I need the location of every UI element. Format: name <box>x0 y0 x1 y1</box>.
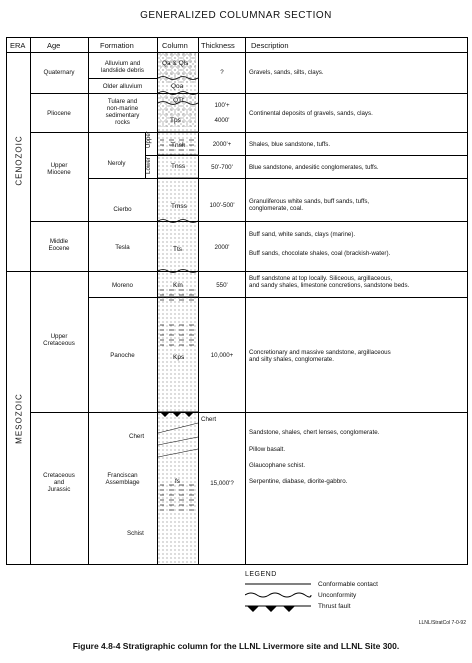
formation-neroly-lower: Lower <box>145 157 152 174</box>
symbol-km: Km <box>173 282 183 289</box>
reference-code: LLNL/StratCol 7-0-92 <box>418 620 466 626</box>
header-age: Age <box>47 41 61 50</box>
formation-neroly: Neroly <box>107 160 126 167</box>
thickness-franciscan: 15,000'? <box>210 480 234 487</box>
thickness-cierbo: 100'-500' <box>209 202 235 209</box>
legend-title: LEGEND <box>245 571 277 578</box>
section-title: GENERALIZED COLUMNAR SECTION <box>140 10 332 21</box>
age-upper-miocene: Upper Miocene <box>47 162 71 176</box>
symbol-tts: Tts <box>173 246 183 253</box>
thickness-neroly-lower: 50'-700' <box>211 164 233 171</box>
stratigraphic-column-graphic <box>158 53 198 564</box>
thickness-pliocene-1: 100'+ <box>214 102 230 109</box>
desc-franciscan-2: Pillow basalt. <box>249 446 286 453</box>
thickness-moreno: 550' <box>216 282 228 289</box>
thickness-pliocene-2: 4000' <box>214 117 230 124</box>
figure-caption: Figure 4.8-4 Stratigraphic column for the LLNL Livermore site and LLNL Site 300. <box>72 641 400 651</box>
era-cenozoic: CENOZOIC <box>14 135 24 186</box>
desc-neroly-upper: Shales, blue sandstone, tuffs. <box>249 141 331 148</box>
formation-cierbo: Cierbo <box>113 206 132 213</box>
symbol-tps: Tps <box>170 117 181 124</box>
symbol-qa: Qa & Qls <box>162 60 189 67</box>
desc-franciscan-3: Glaucophane schist. <box>249 462 306 469</box>
header-column: Column <box>162 41 188 50</box>
header-era: ERA <box>10 41 26 50</box>
legend-conformable: Conformable contact <box>318 581 378 588</box>
header-formation: Formation <box>100 41 134 50</box>
desc-franciscan-4: Serpentine, diabase, diorite-gabbro. <box>249 478 348 485</box>
thickness-panoche: 10,000+ <box>210 352 234 359</box>
desc-franciscan-1: Sandstone, shales, chert lenses, conglomerate. <box>249 429 380 436</box>
desc-neroly-lower: Blue sandstone, andesitic conglomerates, tuffs. <box>249 164 379 171</box>
header-description: Description <box>251 41 289 50</box>
thickness-tesla: 2000' <box>214 244 230 251</box>
desc-moreno: Buff sandstone at top locally. Siliceous, argillaceous, and sandy shales, limestone concretions, sandstone beds. <box>249 275 410 289</box>
formation-chert: Chert <box>129 433 145 440</box>
symbol-kps: Kps <box>173 354 185 361</box>
age-pliocene: Pliocene <box>47 110 71 117</box>
symbol-fs: fs <box>175 478 181 485</box>
thickness-chert: Chert <box>201 416 217 423</box>
desc-pliocene: Continental deposits of gravels, sands, clays. <box>249 110 373 117</box>
symbol-tnss: Tnss <box>171 163 186 170</box>
symbol-qtl: QTt <box>173 97 184 104</box>
columnar-section-table <box>6 37 468 565</box>
formation-franciscan: Franciscan Assemblage <box>105 472 140 486</box>
era-mesozoic: MESOZOIC <box>14 393 24 444</box>
symbol-tmss: Tmss <box>171 203 187 210</box>
thickness-quaternary: ? <box>220 69 224 76</box>
desc-tesla-1: Buff sand, white sands, clays (marine). <box>249 231 356 238</box>
desc-quaternary: Gravels, sands, silts, clays. <box>249 69 324 76</box>
symbol-tnsh: Tnsh <box>171 142 186 149</box>
formation-schist: Schist <box>127 530 144 537</box>
formation-older-alluvium: Older alluvium <box>102 83 143 90</box>
legend-thrust-fault: Thrust fault <box>318 603 351 610</box>
formation-panoche: Panoche <box>110 352 135 359</box>
desc-panoche: Concretionary and massive sandstone, argillaceous and silty shales, conglomerate. <box>249 349 391 363</box>
formation-tulare: Tulare and non-marine sedimentary rocks <box>105 98 140 126</box>
legend-symbols <box>245 580 315 616</box>
formation-neroly-upper: Upper <box>145 131 152 148</box>
header-thickness: Thickness <box>201 41 235 50</box>
formation-alluvium: Alluvium and landslide debris <box>101 60 144 74</box>
legend-unconformity: Unconformity <box>318 592 357 599</box>
thickness-neroly-upper: 2000'+ <box>212 141 232 148</box>
age-quaternary: Quaternary <box>43 69 75 76</box>
formation-tesla: Tesla <box>115 244 130 251</box>
age-cretaceous-jurassic: Cretaceous and Jurassic <box>43 472 75 493</box>
symbol-qoa: Qoa <box>171 83 184 90</box>
age-middle-eocene: Middle Eocene <box>48 238 70 252</box>
desc-tesla-2: Buff sands, chocolate shales, coal (brackish-water). <box>249 250 391 257</box>
formation-moreno: Moreno <box>112 282 133 289</box>
age-upper-cretaceous: Upper Cretaceous <box>43 333 75 347</box>
desc-cierbo: Granuliferous white sands, buff sands, tuffs, conglomerate, coal. <box>249 198 370 212</box>
